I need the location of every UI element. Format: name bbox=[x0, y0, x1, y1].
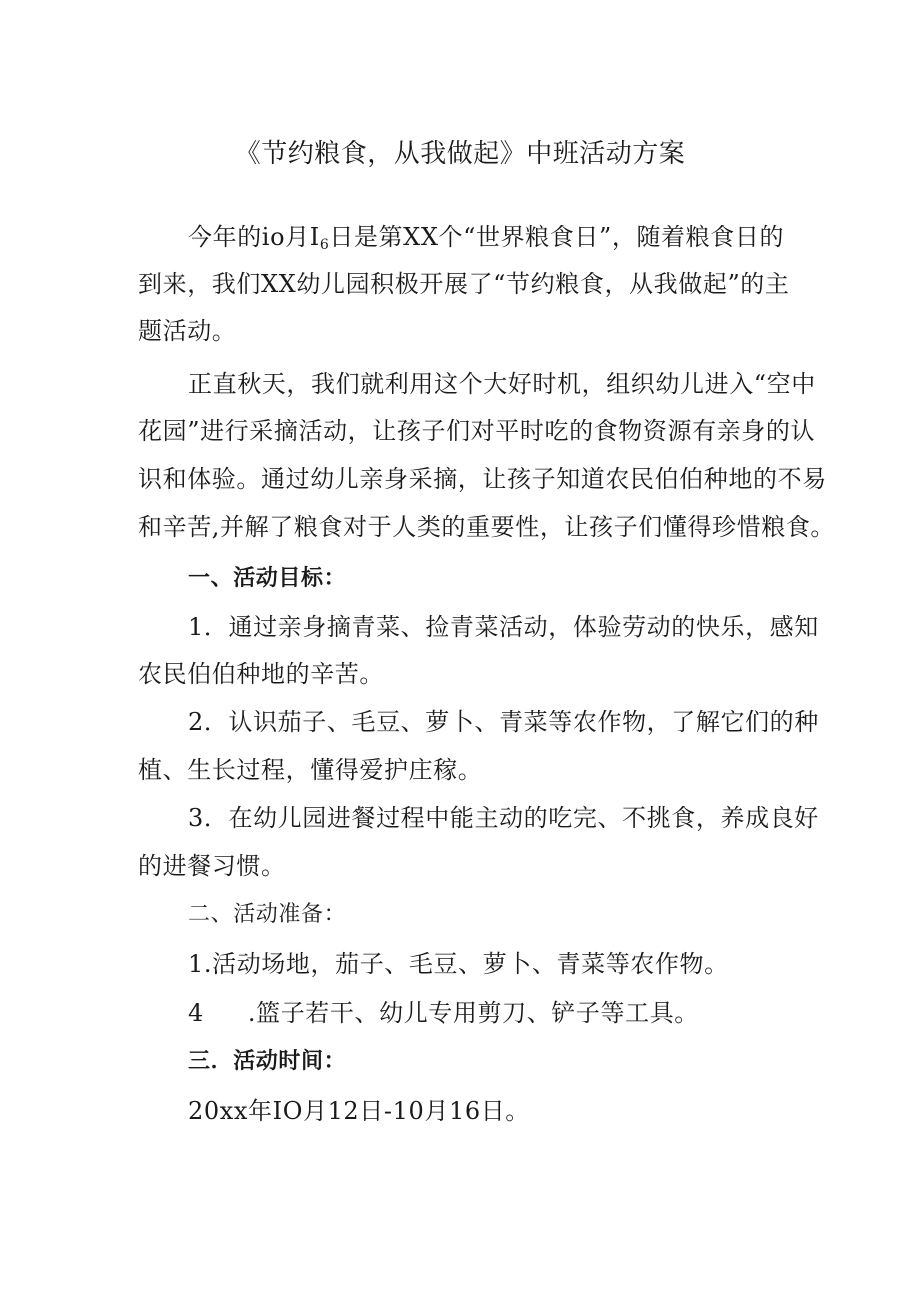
goal-2-line-1: 2．认识茄子、毛豆、萝卜、青菜等农作物，了解它们的种 bbox=[188, 708, 819, 736]
section3-heading: 三．活动时间： bbox=[188, 1049, 347, 1074]
intro-line-1b: 日是第XX个“世界粮食日”，随着粮食日的 bbox=[329, 223, 785, 251]
para2-line-3: 识和体验。通过幼儿亲身采摘，让孩子知道农民伯伯种地的不易 bbox=[138, 465, 827, 493]
intro-line-3: 题活动。 bbox=[138, 317, 237, 345]
intro-line-1a: 今年的io月I bbox=[188, 223, 320, 251]
section1-heading: 一、活动目标： bbox=[188, 566, 347, 591]
prep-item-1: 1.活动场地，茄子、毛豆、萝卜、青菜等农作物。 bbox=[188, 950, 729, 978]
intro-line-1 bbox=[188, 220, 788, 254]
section2-heading: 二、活动准备： bbox=[188, 902, 347, 927]
activity-time: 20xx年IO月12日-10月16日。 bbox=[188, 1097, 530, 1125]
document-title: 《节约粮食，从我做起》中班活动方案 bbox=[234, 139, 686, 169]
intro-subscript: 6 bbox=[319, 237, 330, 253]
para2-line-4: 和辛苦,并解了粮食对于人类的重要性，让孩子们懂得珍惜粮食。 bbox=[138, 513, 836, 541]
para2-line-1: 正直秋天，我们就利用这个大好时机，组织幼儿进入“空中 bbox=[188, 370, 816, 398]
goal-3-line-1: 3．在幼儿园进餐过程中能主动的吃完、不挑食，养成良好 bbox=[188, 804, 819, 832]
para2-line-2: 花园”进行采摘活动，让孩子们对平时吃的食物资源有亲身的认 bbox=[138, 417, 816, 445]
intro-line-2: 到来，我们XX幼儿园积极开展了“节约粮食，从我做起”的主 bbox=[138, 270, 790, 298]
prep-item-2 bbox=[188, 996, 788, 1030]
goal-2-line-2: 植、生长过程，懂得爱护庄稼。 bbox=[138, 756, 483, 784]
prep-item-2-number: 4 bbox=[188, 999, 204, 1027]
prep-item-2-text: .篮子若干、幼儿专用剪刀、铲子等工具。 bbox=[247, 999, 699, 1027]
goal-1-line-1: 1．通过亲身摘青菜、捡青菜活动，体验劳动的快乐，感知 bbox=[188, 613, 819, 641]
goal-3-line-2: 的进餐习惯。 bbox=[138, 852, 286, 880]
goal-1-line-2: 农民伯伯种地的辛苦。 bbox=[138, 660, 384, 688]
